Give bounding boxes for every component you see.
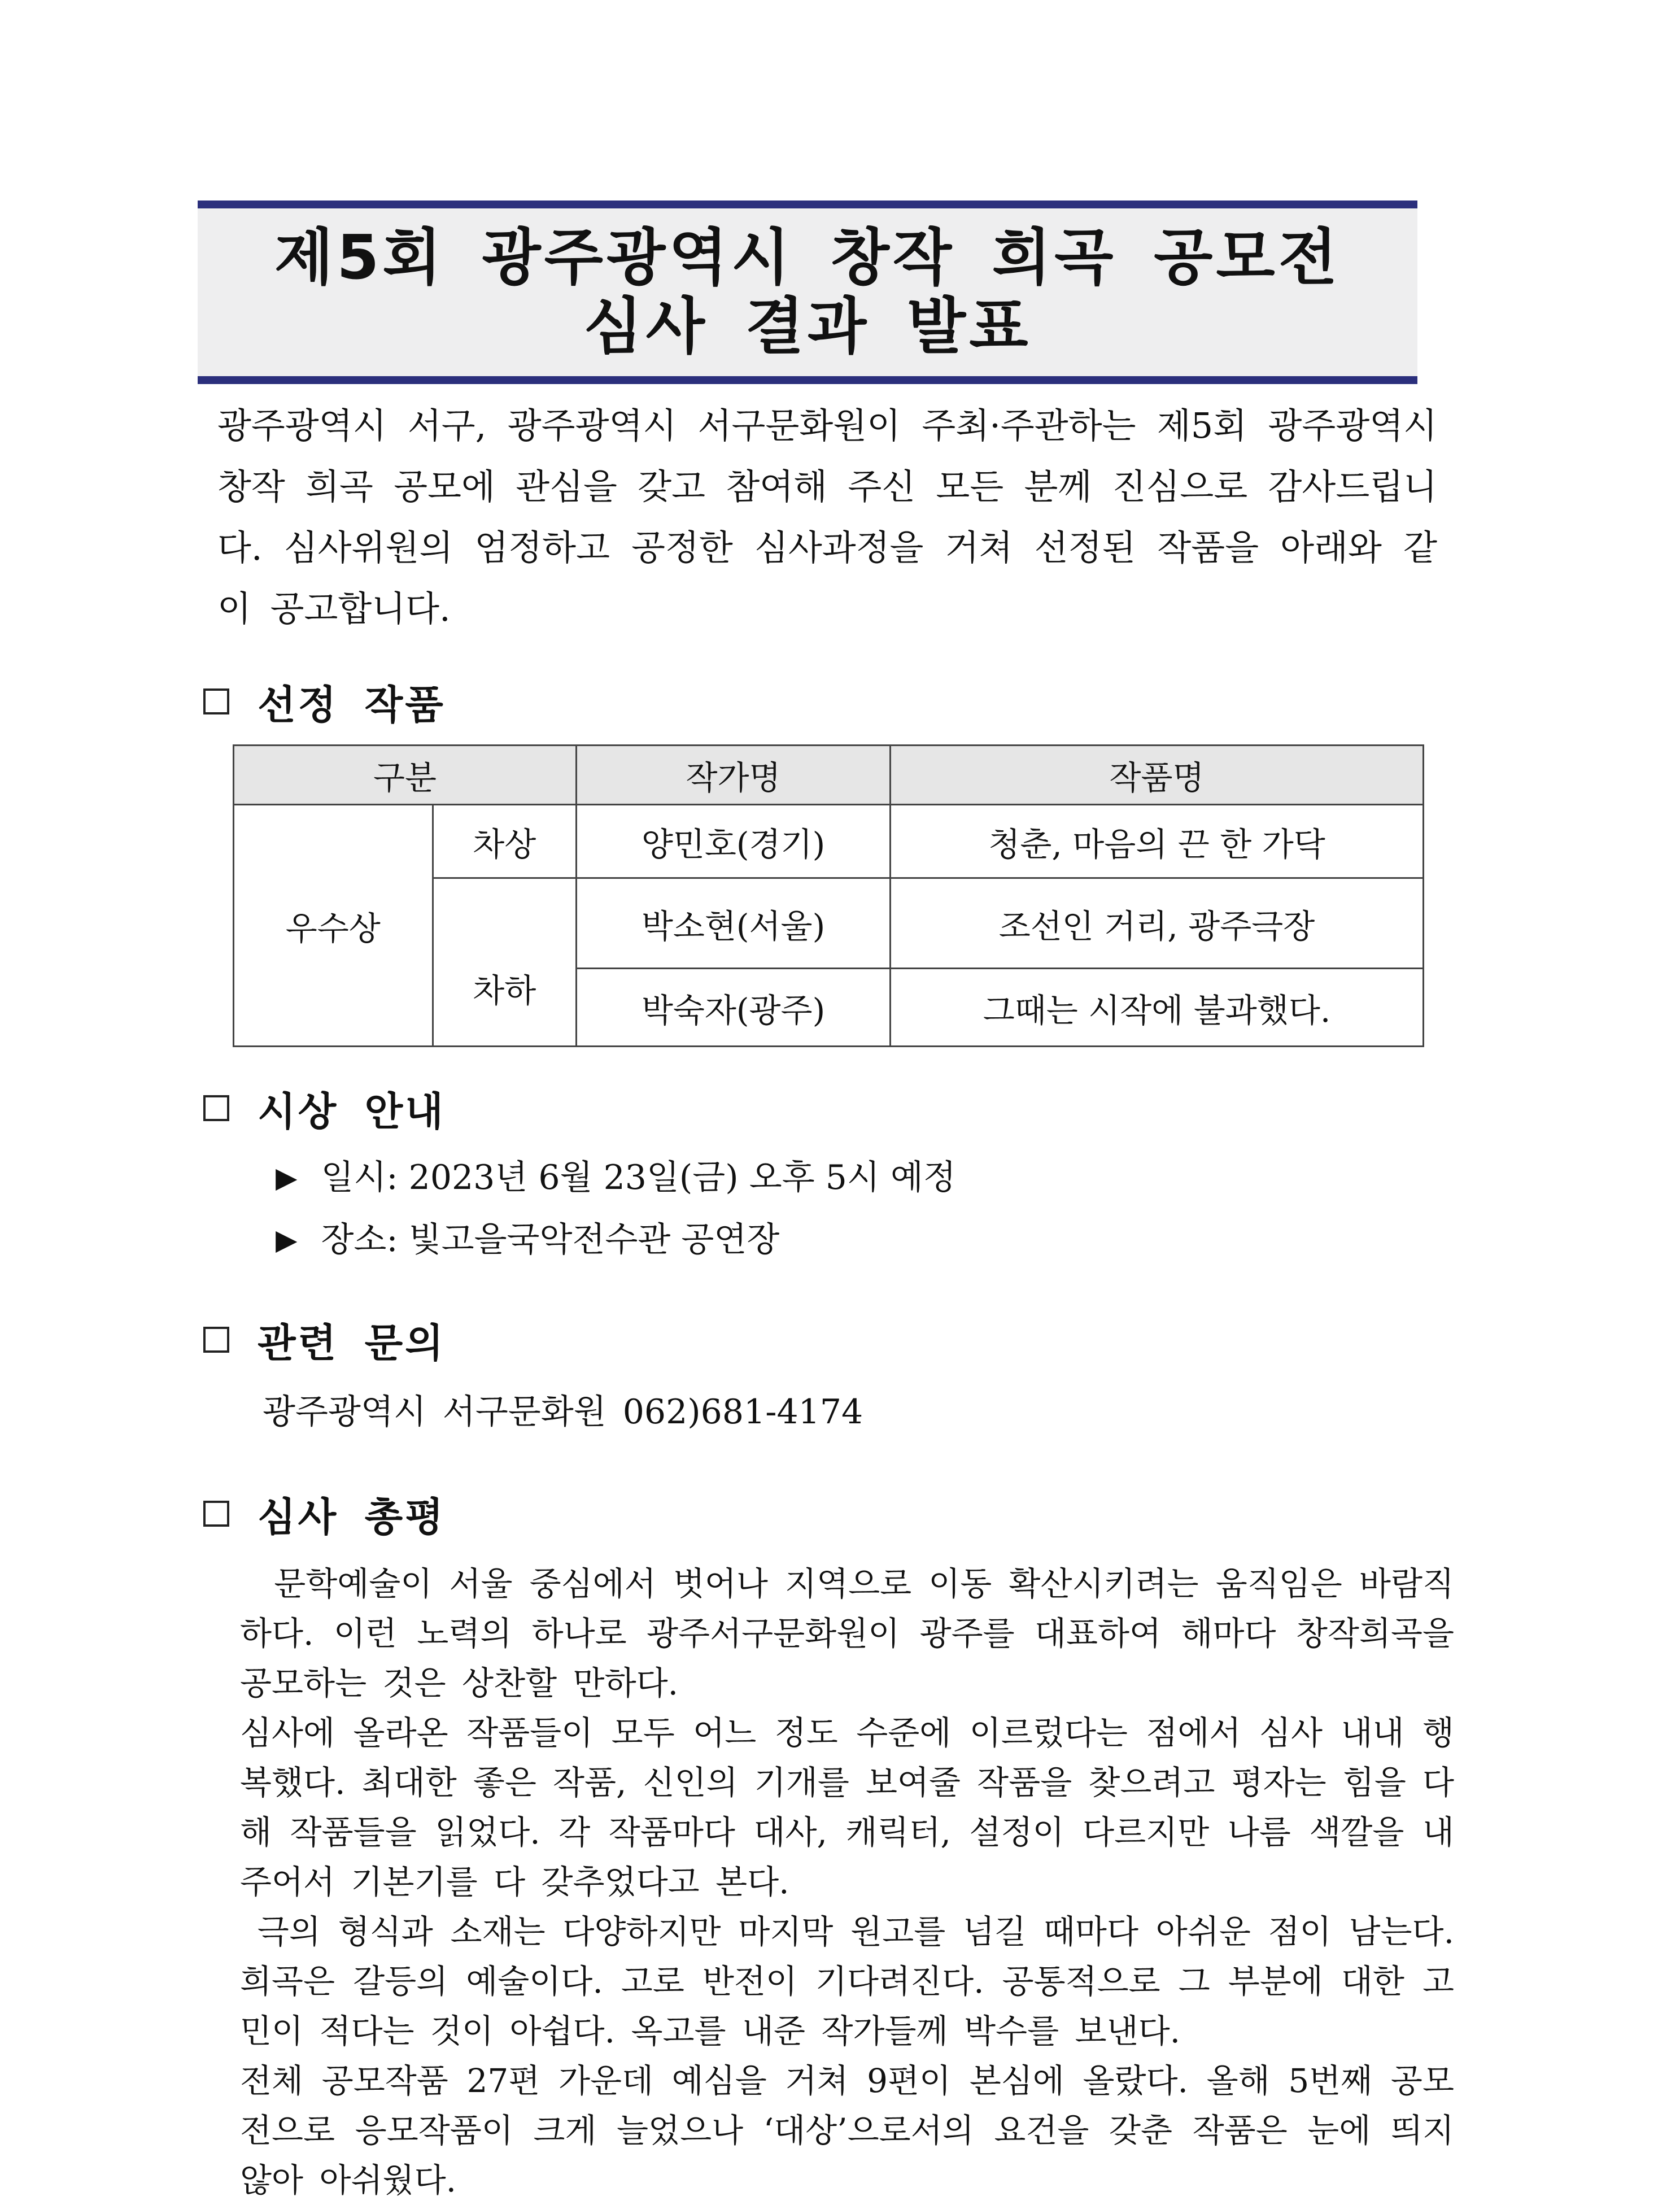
author-cell: 양민호(경기) [576,805,890,878]
work-cell: 그때는 시작에 불과했다. [891,969,1424,1047]
checkbox-icon [203,1095,229,1121]
review-body [240,1559,1470,2205]
work-cell: 청춘, 마음의 끈 한 가닥 [891,805,1424,878]
review-paragraph: 문학예술이 서울 중심에서 벗어나 지역으로 이동 확산시키려는 움직임은 바람직하다. 이런 노력의 하나로 광주서구문화원이 광주를 대표하여 해마다 창작희곡을 공모하는 것은 상찬할 만하다. [240,1565,1470,1702]
author-cell: 박숙자(광주) [576,969,890,1047]
triangle-bullet-icon: ▶ [276,1161,298,1194]
page-title-line-2: 심사 결과 발표 [583,291,1032,362]
section-heading-selected [203,673,446,730]
section-heading-text: 선정 작품 [258,681,446,728]
author-cell: 박소현(서울) [576,878,890,969]
table-row [234,805,1424,878]
ceremony-date-text: 일시: 2023년 6월 23일(금) 오후 5시 예정 [321,1158,956,1197]
checkbox-icon [203,688,229,714]
section-heading-text: 심사 총평 [258,1493,446,1540]
checkbox-icon [203,1501,229,1527]
section-heading-text: 시상 안내 [258,1088,446,1135]
header-work: 작품명 [891,746,1424,805]
header-author: 작가명 [576,746,890,805]
ceremony-place-text: 장소: 빛고을국악전수관 공연장 [321,1220,780,1260]
rank-cell: 차상 [433,805,576,878]
ceremony-place [276,1217,779,1262]
review-paragraph: 극의 형식과 소재는 다양하지만 마지막 원고를 넘길 때마다 아쉬운 점이 남는다. 희곡은 갈등의 예술이다. 고로 반전이 기다려진다. 공통적으로 그 부분에 대한 고민이 적다는 것이 아쉽다. 옥고를 내준 작가들께 박수를 보낸다. [240,1912,1470,2050]
award-cell: 우수상 [234,805,433,1047]
section-heading-review [203,1485,446,1542]
intro-paragraph: 광주광역시 서구, 광주광역시 서구문화원이 주최·주관하는 제5회 광주광역시 창작 희곡 공모에 관심을 갖고 참여해 주신 모든 분께 진심으로 감사드립니다. 심사위원의 엄정하고 공정한 심사과정을 거쳐 선정된 작품을 아래와 같이 공고합니다. [217,405,1437,629]
header-category: 구분 [234,746,577,805]
rank-cell: 차하 [433,878,576,1047]
checkbox-icon [203,1327,229,1353]
triangle-bullet-icon: ▶ [276,1223,298,1256]
ceremony-date [276,1155,956,1200]
review-paragraph: 전체 공모작품 27편 가운데 예심을 거쳐 9편이 본심에 올랐다. 올해 5번째 공모전으로 응모작품이 크게 늘었으나 ‘대상’으로서의 요건을 갖춘 작품은 눈에 띄지 않아 아쉬웠다. [240,2062,1454,2199]
section-heading-text: 관련 문의 [258,1319,446,1366]
selected-works-table [233,744,1424,1047]
table-header-row [234,746,1424,805]
review-paragraph: 심사에 올라온 작품들이 모두 어느 정도 수준에 이르렀다는 점에서 심사 내내 행복했다. 최대한 좋은 작품, 신인의 기개를 보여줄 작품을 찾으려고 평자는 힘을 다해 작품들을 읽었다. 각 작품마다 대사, 캐릭터, 설정이 다르지만 나름 색깔을 내주어서 기본기를 다 갖추었다고 본다. [240,1714,1454,1901]
section-heading-inquiry [203,1311,446,1368]
work-cell: 조선인 거리, 광주극장 [891,878,1424,969]
title-box [198,201,1417,384]
page-title-line-1: 제5회 광주광역시 창작 희곡 공모전 [274,222,1341,293]
contact-info: 광주광역시 서구문화원 062)681-4174 [263,1392,863,1432]
section-heading-ceremony [203,1080,446,1136]
